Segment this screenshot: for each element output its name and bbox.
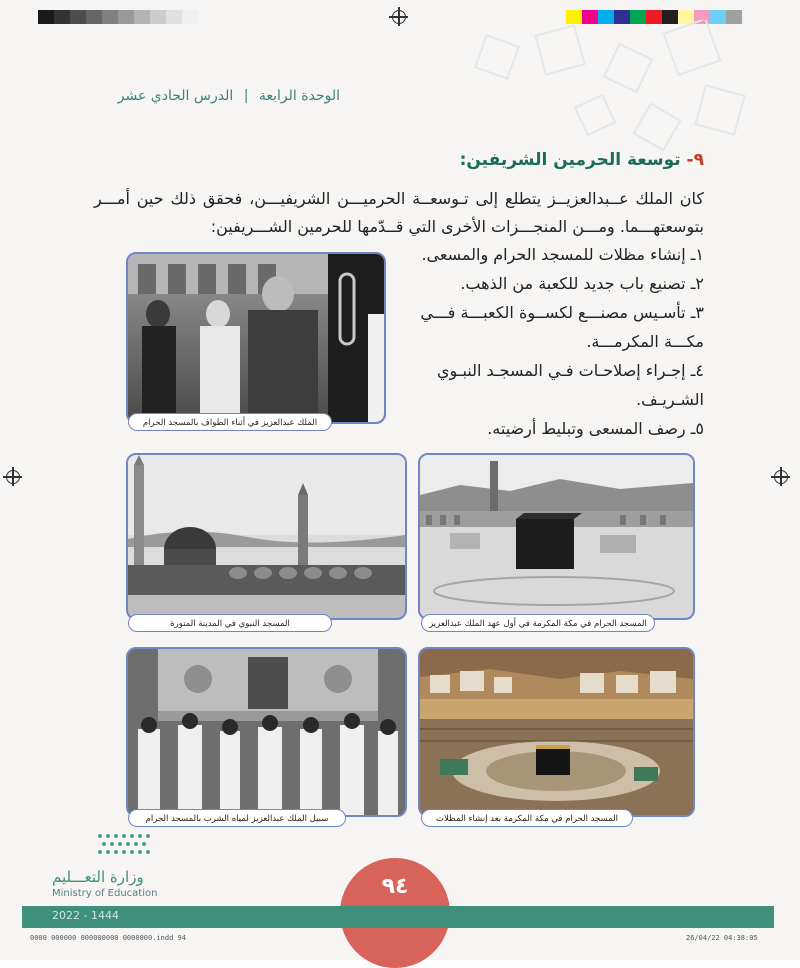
ministry-name-ar: وزارة التعـــليم	[52, 868, 144, 886]
registration-mark-icon	[392, 10, 406, 24]
registration-mark-icon	[6, 470, 20, 484]
registration-mark-icon	[774, 470, 788, 484]
ministry-logo	[52, 868, 157, 899]
lesson-label: الدرس الحادي عشر	[117, 88, 234, 104]
lesson-header	[118, 88, 340, 104]
grayscale-calibration-bar	[38, 10, 198, 24]
list-item: ٥ـ رصف المسعى وتبليط أرضيته.	[487, 419, 704, 438]
section-title	[460, 150, 704, 170]
haram-early-caption: المسجد الحرام في مكة المكرمة في أول عهد الملك عبدالعزيز	[421, 614, 655, 632]
haram-shades-photo	[418, 647, 695, 817]
print-slug-file: 0000 000000 000000000 0000000.indd 94	[30, 934, 186, 942]
nabawi-mosque-photo	[126, 453, 407, 620]
unit-label: الوحدة الرابعة	[258, 88, 340, 104]
list-item: ٣ـ تأسـيس مصنـــع لكســوة الكعبـــة فـــي مكـــة المكرمـــة.	[420, 303, 704, 351]
intro-paragraph: كان الملك عــبدالعزيــز يتطلع إلى تـوسعــة الحرميـــن الشريفيـــن، فحقق ذلك حين أمـــر بتوسعتهـــما. ومـــن المنجـــزات الأخرى التي قــدّمها للحرمين الشـــريفين:	[94, 189, 704, 236]
achievements-list	[404, 240, 704, 443]
footer-bar	[22, 906, 774, 928]
list-item: ١ـ إنشاء مظلات للمسجد الحرام والمسعى.	[421, 245, 704, 264]
nabawi-mosque-caption: المسجد النبوي في المدينة المنورة	[128, 614, 332, 632]
page-number: ٩٤	[381, 874, 409, 899]
sabil-photo	[126, 647, 407, 817]
header-separator: |	[243, 88, 249, 104]
list-item: ٤ـ إجـراء إصلاحـات فـي المسجـد النبـوي الشـريـف.	[436, 361, 704, 409]
print-slug-date: 26/04/22 04:38:05	[686, 934, 758, 942]
decorative-pattern	[440, 20, 760, 160]
ministry-dots-icon	[96, 832, 156, 860]
ministry-name-en: Ministry of Education	[52, 888, 158, 899]
edition-year: 2022 - 1444	[52, 909, 119, 922]
king-tawaf-caption: الملك عبدالعزيز في أثناء الطواف بالمسجد الحرام	[128, 413, 332, 431]
list-item: ٢ـ تصنيع باب جديد للكعبة من الذهب.	[460, 274, 704, 293]
haram-early-photo	[418, 453, 695, 620]
haram-shades-caption: المسجد الحرام في مكة المكرمة بعد إنشاء المظلات	[421, 809, 633, 827]
section-number: ٩-	[686, 150, 704, 170]
section-title-text: توسعة الحرمين الشريفين:	[459, 150, 681, 170]
king-tawaf-photo	[126, 252, 386, 424]
sabil-caption: سبيل الملك عبدالعزيز لمياه الشرب بالمسجد الحرام	[128, 809, 346, 827]
